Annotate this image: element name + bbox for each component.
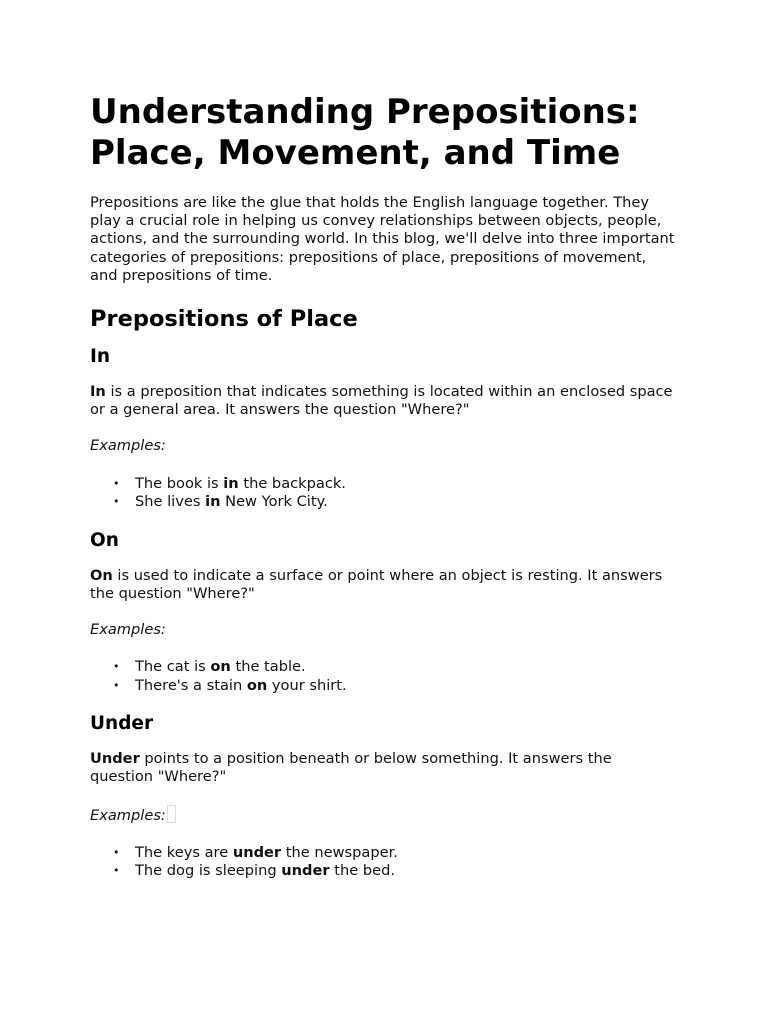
preposition-in [90, 345, 678, 512]
examples-list [90, 475, 678, 512]
definition-text: is used to indicate a surface or point where an object is resting. It answers the question "Where?" [90, 566, 663, 602]
preposition-term: Under [90, 750, 140, 768]
preposition-definition [90, 750, 678, 786]
preposition-heading: In [90, 346, 111, 368]
examples-label: Examples: [90, 621, 166, 639]
preposition-term: On [90, 566, 113, 584]
examples-list [90, 658, 678, 695]
preposition-on [90, 529, 678, 696]
list-item: • The keys are under the newspaper. [135, 844, 678, 863]
preposition-under [90, 712, 678, 881]
examples-label: Examples: [90, 806, 166, 824]
examples-list [90, 844, 678, 881]
preposition-heading: Under [90, 713, 154, 735]
examples-label-row [90, 805, 678, 825]
list-item: • The book is in the backpack. [135, 475, 678, 494]
list-item: • There's a stain on your shirt. [135, 677, 678, 696]
preposition-definition [90, 567, 678, 603]
definition-text: points to a position beneath or below something. It answers the question "Where?" [90, 750, 612, 786]
preposition-term: In [90, 383, 106, 401]
preposition-definition [90, 383, 678, 419]
intro-paragraph: Prepositions are like the glue that holds the English language together. They play a crucial role in helping us convey relationships between objects, people, actions, and the surrounding world. In this blog, we'll delve into three important categories of prepositions: prepositions of place, prepositions of movement, and prepositions of time. [90, 194, 675, 284]
list-item: • She lives in New York City. [135, 493, 678, 512]
preposition-heading: On [90, 529, 119, 551]
list-item: • The dog is sleeping under the bed. [135, 862, 678, 881]
examples-label: Examples: [90, 437, 166, 455]
list-item: • The cat is on the table. [135, 658, 678, 677]
page-title: Understanding Prepositions: Place, Movement, and Time [90, 92, 640, 173]
section-heading-place: Prepositions of Place [90, 306, 358, 333]
text-cursor-box [167, 805, 176, 823]
definition-text: is a preposition that indicates something is located within an enclosed space or a general area. It answers the question "Where?" [90, 383, 673, 419]
